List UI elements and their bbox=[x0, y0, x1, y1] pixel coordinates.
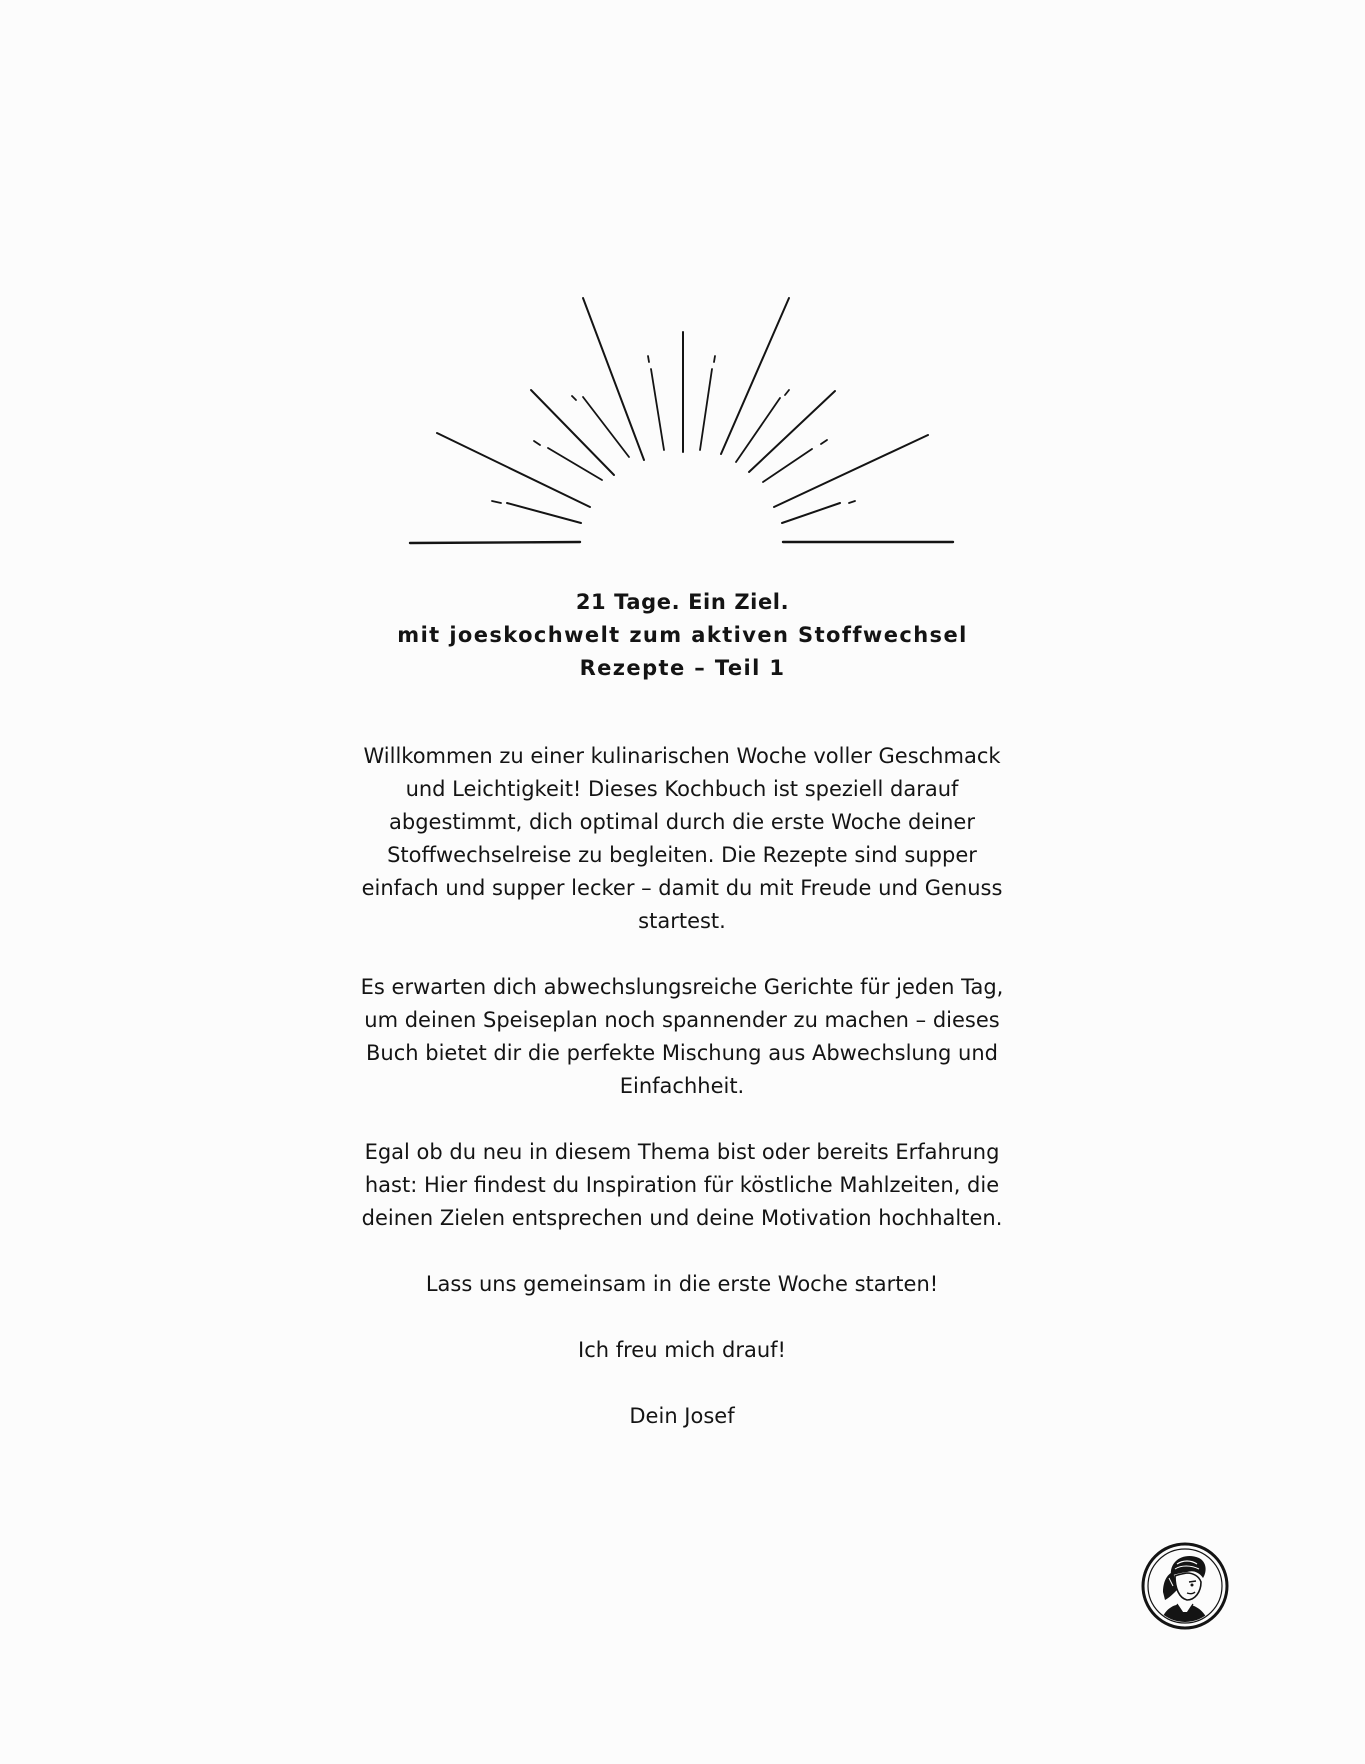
chef-portrait-logo-icon bbox=[1141, 1542, 1229, 1630]
paragraph-variety: Es erwarten dich abwechslungsreiche Gerichte für jeden Tag, um deinen Speiseplan noch spannender zu machen – dieses Buch bietet dir die perfekte Mischung aus Abwechslung und Einfachheit. bbox=[360, 975, 1004, 1098]
paragraph-start: Lass uns gemeinsam in die erste Woche starten! bbox=[425, 1272, 939, 1296]
intro-text bbox=[352, 740, 1012, 1433]
paragraph-looking-forward: Ich freu mich drauf! bbox=[578, 1338, 786, 1362]
title-line-3: Rezepte – Teil 1 bbox=[579, 656, 786, 680]
paragraph-inspiration: Egal ob du neu in diesem Thema bist oder bereits Erfahrung hast: Hier findest du Inspiration für köstliche Mahlzeiten, die deinen Zielen entsprechen und deine Motivation hochhalten. bbox=[361, 1140, 1003, 1230]
page-title bbox=[0, 586, 1365, 685]
sunburst-icon bbox=[400, 290, 970, 550]
signature: Dein Josef bbox=[629, 1404, 735, 1428]
title-line-1: 21 Tage. Ein Ziel. bbox=[575, 590, 790, 614]
paragraph-welcome: Willkommen zu einer kulinarischen Woche voller Geschmack und Leichtigkeit! Dieses Kochbuch ist speziell darauf abgestimmt, dich optimal durch die erste Woche deiner Stoffwechselreise zu begleiten. Die Rezepte sind supper einfach und supper lecker – damit du mit Freude und Genuss startest. bbox=[361, 744, 1003, 933]
title-line-2: mit joeskochwelt zum aktiven Stoffwechsel bbox=[397, 623, 968, 647]
